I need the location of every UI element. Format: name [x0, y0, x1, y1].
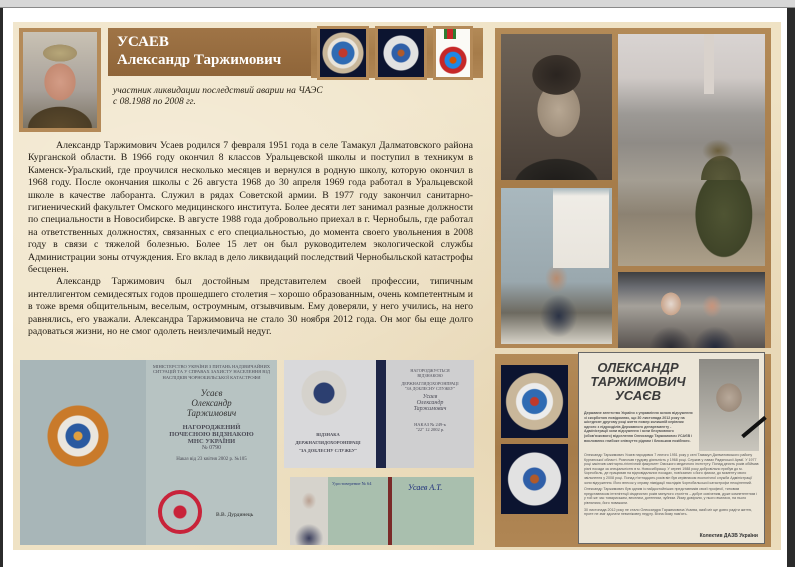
- mchs-certificate-left: [20, 360, 146, 545]
- office-photo: [501, 188, 612, 344]
- newspaper-body-3: 30 листопада 2012 року не стало Олександра Таржимовича Усаєва, який міг ще довго радіти життю, проте не зміг здолати невиліковну недугу. Вічна йому пам'ять.: [584, 507, 753, 517]
- newspaper-headline-2: ТАРЖИМОВИЧ: [590, 374, 686, 389]
- sarcophagus-man-lower: [618, 180, 765, 266]
- youth-portrait-photo: [501, 34, 612, 180]
- star-emblem-icon: [296, 368, 352, 418]
- newspaper-headline-1: ОЛЕКСАНДР: [597, 360, 679, 375]
- medal-frame-1: [317, 26, 369, 80]
- sarcophagus-photo: [618, 34, 765, 180]
- cert2-handwritten-1: Усаєв: [422, 394, 438, 400]
- biography-paragraph-1: Александр Таржимович Усаев родился 7 февраля 1951 года в селе Тамакул Далматовского района Курганской области. В 1966 году окончил 8 классов Уральцевской школы и поступил в техникум в Каменск-Уральский, где проучился несколько месяцев и вернулся в родную школу, которую окончил в 1968 году. После окончания школы с 26 августа 1968 до 30 апреля 1969 года работал в Уральцевской школе в качестве лаборанта. Служил в рядах Советской армии. В 1977 году закончил санитарно-гигиенический факультет Омского медицинского института. Более десяти лет занимал разные должности по специальности в Новосибирске. В августе 1988 года добровольно приехал в г. Чернобыль, где работал на ответственных должностях, связанных с его специальностью, до момента своего увольнения в 2008 году в связи с тяжелой болезнью. Более 15 лет он был руководителем экологической службы Администрации зоны отчуждения. Его вклад в дело ликвидаций последствий Чернобыльской катастрофы бесценен.: [28, 140, 473, 276]
- liquidator-medal-icon: [436, 29, 470, 77]
- biography-text: [28, 140, 473, 339]
- subtitle: [113, 86, 373, 108]
- medal-frame-3: [433, 26, 473, 80]
- cert1-signature-name: В.В. Дурдинець: [216, 512, 254, 518]
- cert1-order: Наказ від 23 квітня 2002 р. №105: [176, 457, 247, 463]
- service-certificate: [284, 360, 474, 468]
- mchs-emblem-icon: [42, 400, 114, 472]
- subtitle-line-2: с 08.1988 по 2008 гг.: [113, 97, 196, 107]
- cert1-handwritten-surname: Усаєв: [200, 388, 223, 399]
- cert2-right-line-3: ДЕРЖНАГЛЯДОХОРОНПРАЦІ: [401, 381, 459, 386]
- cert2-right-line-1: НАГОРОДЖУЄТЬСЯ: [410, 368, 450, 373]
- cert1-handwritten-patronymic: Таржимович: [186, 408, 237, 419]
- star-badge-large: [501, 444, 568, 514]
- surname: УСАЕВ: [117, 34, 169, 50]
- portrait-frame: [19, 28, 101, 132]
- memorial-two-men-photo: [618, 272, 765, 348]
- cert2-order: НАКАЗ № 249-к: [414, 422, 446, 427]
- memorial-poster: [13, 22, 781, 550]
- cert2-handwritten-2: Олександр: [416, 400, 444, 406]
- mchs-certificate-right: [146, 360, 277, 545]
- newspaper-body-2: Олександр Таржимович був одним із найдостойніших представників своєї професії, типовим представником інтелігенції сімдесятих років минулого століття – добре освіченим, дуже компетентним і у той же час товариським, веселим, дотепним, чуйним. Йому довіряли, у нього вчилися, на нього рівнялися, його поважали.: [584, 487, 757, 505]
- id-card-header: Удостоверение № 64: [332, 481, 372, 486]
- title-band: [108, 28, 313, 76]
- id-card-handwritten-name: Усаев А.Т.: [408, 483, 443, 492]
- cert1-award-line-1: НАГОРОДЖЕНИЙ: [182, 424, 241, 432]
- newspaper-body: [584, 411, 696, 443]
- portrait-photo: [23, 32, 97, 128]
- newspaper-lead: Державне агентство України з управління зоною відчуження зі скорботою повідомляє, що 30 листопада 2012 року на шістдесят другому році життя помер колишній керівник одного з підрозділів Державного департаменту - Адміністрації зони відчуження і зони безумовного (обов'язкового) відселення Олександр Таржимович УСАЄВ і висловлює глибоке співчуття рідним і близьким покійного.: [584, 411, 693, 443]
- id-card-photo: [290, 477, 474, 545]
- cert1-number: № 0790: [201, 445, 222, 452]
- newspaper-headline: [583, 361, 693, 403]
- cert2-left-caption-3: "ЗА ДОБЛЕСНУ СЛУЖБУ": [298, 448, 358, 453]
- cert1-header: МІНІСТЕРСТВО УКРАЇНИ З ПИТАНЬ НАДЗВИЧАЙНИХ СИТУАЦІЙ ТА У СПРАВАХ ЗАХИСТУ НАСЕЛЕННЯ ВІД НАСЛІДКІВ ЧОРНОБИЛЬСЬКОЇ КАТАСТРОФИ: [152, 364, 271, 380]
- newspaper-photo: [699, 359, 759, 451]
- cert2-handwritten-3: Таржимович: [413, 406, 447, 412]
- full-name: Александр Таржимович: [117, 52, 282, 68]
- cert1-award-line-3: МНС УКРАЇНИ: [187, 438, 236, 446]
- newspaper-clipping: [578, 352, 765, 544]
- id-portrait: [290, 477, 328, 545]
- cert2-right-line-2: ВІДЗНАКОЮ: [417, 373, 443, 378]
- newspaper-body-main: [584, 453, 759, 517]
- cert2-spine: [376, 360, 386, 468]
- id-card-divider: [388, 477, 392, 545]
- biography-paragraph-2: Александр Таржимович был достойным представителем своей профессии, типичным интеллигентом семидесятых годов прошедшего столетия – хорошо образованным, очень компетентным и в тоже время общительным, веселым, остроумным, отзывчивым. Ему доверяли, у него учились, на него равнялись, его уважали. Александра Таржимовича не стало 30 ноября 2012 года. Он мог бы еще долго радоваться жизни, но не смог одолеть неизлечимый недуг.: [28, 276, 473, 338]
- browser-top-bar: [0, 0, 795, 8]
- cert1-award-line-2: ПОЧЕСНОЮ ВІДЗНАКОЮ: [169, 431, 254, 439]
- window-right-edge: [787, 8, 795, 567]
- mnc-stamp-icon: [158, 490, 202, 534]
- cert2-left-caption-1: ВІДЗНАКА: [316, 432, 340, 437]
- medal-frame-2: [375, 26, 427, 80]
- newspaper-credit: Колектив ДАЗВ України: [699, 533, 758, 539]
- cert2-right-line-4: "ЗА ДОБЛЕСНУ СЛУЖБУ": [404, 386, 456, 391]
- cert2-right-page: [386, 360, 474, 468]
- newspaper-headline-3: УСАЄВ: [615, 388, 661, 403]
- cert1-handwritten-name: Олександр: [191, 398, 232, 409]
- star-badge-icon: [378, 29, 424, 77]
- cert2-date: "22" 12 2002 р.: [415, 427, 445, 432]
- subtitle-line-1: участник ликвидации последствий аварии на ЧАЭС: [113, 86, 323, 96]
- newspaper-body-1: Олександр Таржимович Усаєв народився 7 лютого 1951 року у селі Тамакул Далматовського району Курганської області. Розпочав трудову діяльність у 1968 році. Служив у лавах Радянської Армії. У 1977 році закінчив санітарно-гігієнічний факультет Омського медичного інституту. Понад десять років обіймав різні посади за спеціальністю в м. Новосибірську. У серпні 1988 року добровільно прибув до м. Чорнобиль, де працював на відповідальних посадах, пов'язаних з його фахом, до моменту свого звільнення у 2008 році. Понад п'ятнадцять років він був керівником екологічної служби Адміністрації зони відчуження. Його внесок у справу ліквідації наслідків Чорнобильської катастрофи неоціненний.: [584, 453, 759, 485]
- mchs-badge-icon: [320, 29, 366, 77]
- mchs-badge-large: [501, 365, 568, 438]
- cert2-left-caption-2: ДЕРЖНАГЛЯДОХОРОНПРАЦІ: [295, 440, 361, 445]
